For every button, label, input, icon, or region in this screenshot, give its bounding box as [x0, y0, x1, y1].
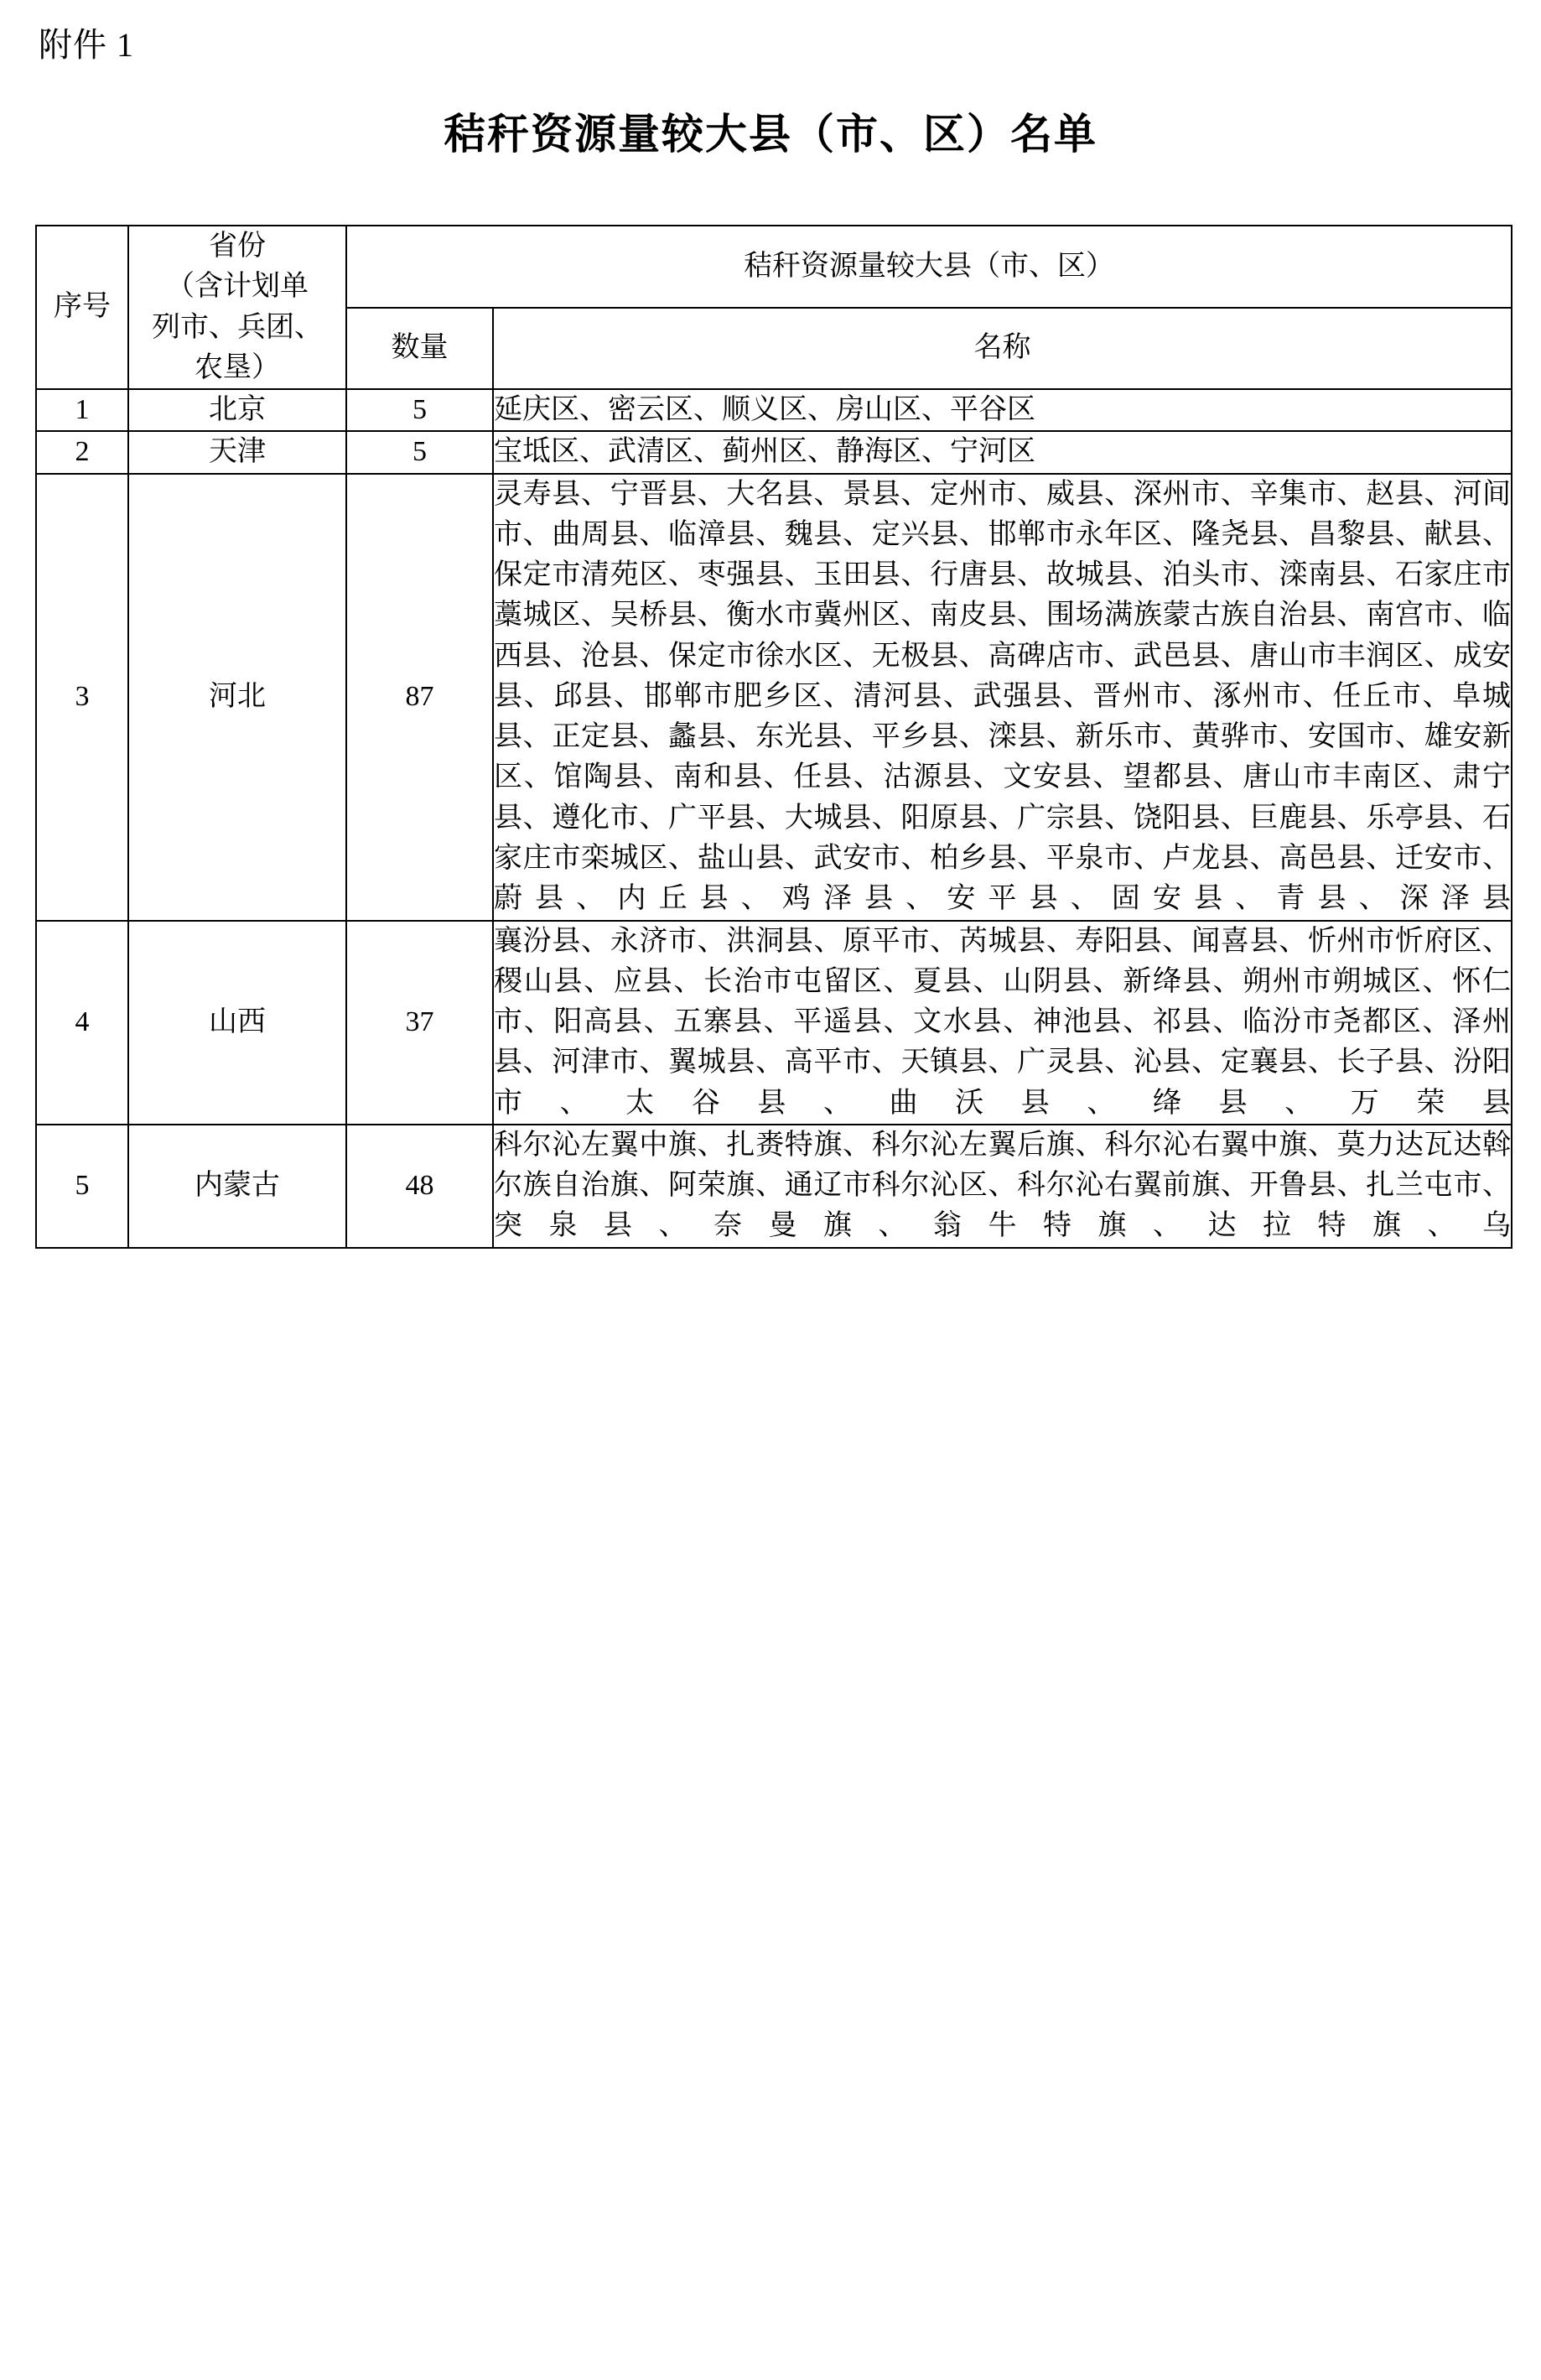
header-province-line-2: （含计划单	[166, 271, 309, 303]
cell-province: 北京	[128, 389, 346, 431]
cell-names: 科尔沁左翼中旗、扎赉特旗、科尔沁左翼后旗、科尔沁右翼中旗、莫力达瓦达斡尔族自治旗、阿荣旗、通辽市科尔沁区、科尔沁右翼前旗、开鲁县、扎兰屯市、突泉县、奈曼旗、翁牛特旗、达拉特旗、乌	[493, 1125, 1512, 1248]
table-row	[36, 474, 1512, 921]
cell-names: 灵寿县、宁晋县、大名县、景县、定州市、威县、深州市、辛集市、赵县、河间市、曲周县、临漳县、魏县、定兴县、邯郸市永年区、隆尧县、昌黎县、献县、保定市清苑区、枣强县、玉田县、行唐县、故城县、泊头市、滦南县、石家庄市藁城区、吴桥县、衡水市冀州区、南皮县、围场满族蒙古族自治县、南宫市、临西县、沧县、保定市徐水区、无极县、高碑店市、武邑县、唐山市丰润区、成安县、邱县、邯郸市肥乡区、清河县、武强县、晋州市、涿州市、任丘市、阜城县、正定县、蠡县、东光县、平乡县、滦县、新乐市、黄骅市、安国市、雄安新区、馆陶县、南和县、任县、沽源县、文安县、望都县、唐山市丰南区、肃宁县、遵化市、广平县、大城县、阳原县、广宗县、饶阳县、巨鹿县、乐亭县、石家庄市栾城区、盐山县、武安市、柏乡县、平泉市、卢龙县、高邑县、迁安市、蔚县、内丘县、鸡泽县、安平县、固安县、青县、深泽县	[493, 474, 1512, 921]
cell-seq: 4	[36, 921, 128, 1125]
cell-seq: 1	[36, 389, 128, 431]
cell-count: 48	[346, 1125, 493, 1248]
header-row-top	[36, 226, 1512, 308]
county-list-table	[35, 225, 1512, 1249]
table-row	[36, 431, 1512, 473]
cell-count: 87	[346, 474, 493, 921]
header-names: 名称	[493, 308, 1512, 390]
header-province-line-3: 列市、兵团、	[152, 311, 323, 343]
cell-names: 宝坻区、武清区、蓟州区、静海区、宁河区	[493, 431, 1512, 473]
table-row	[36, 389, 1512, 431]
cell-seq: 3	[36, 474, 128, 921]
attachment-label: 附件 1	[39, 26, 134, 64]
cell-names: 襄汾县、永济市、洪洞县、原平市、芮城县、寿阳县、闻喜县、忻州市忻府区、稷山县、应县、长治市屯留区、夏县、山阴县、新绛县、朔州市朔城区、怀仁市、阳高县、五寨县、平遥县、文水县、神池县、祁县、临汾市尧都区、泽州县、河津市、翼城县、高平市、天镇县、广灵县、沁县、定襄县、长子县、汾阳市、太谷县、曲沃县、绛县、万荣县	[493, 921, 1512, 1125]
table-row	[36, 921, 1512, 1125]
cell-count: 5	[346, 389, 493, 431]
cell-province: 内蒙古	[128, 1125, 346, 1248]
header-province	[128, 226, 346, 389]
header-count: 数量	[346, 308, 493, 390]
cell-count: 37	[346, 921, 493, 1125]
header-seq: 序号	[36, 226, 128, 389]
cell-seq: 2	[36, 431, 128, 473]
cell-province: 山西	[128, 921, 346, 1125]
header-province-line-4: 农垦）	[195, 351, 280, 383]
table-header	[36, 226, 1512, 389]
cell-count: 5	[346, 431, 493, 473]
header-group-resource-counties: 秸秆资源量较大县（市、区）	[346, 226, 1512, 308]
county-list-table-wrapper	[35, 225, 1512, 1249]
table-body	[36, 389, 1512, 1248]
cell-province: 河北	[128, 474, 346, 921]
page-title: 秸秆资源量较大县（市、区）名单	[444, 111, 1097, 158]
cell-seq: 5	[36, 1125, 128, 1248]
header-province-line-1: 省份	[209, 231, 266, 262]
cell-names: 延庆区、密云区、顺义区、房山区、平谷区	[493, 389, 1512, 431]
table-row	[36, 1125, 1512, 1248]
cell-province: 天津	[128, 431, 346, 473]
